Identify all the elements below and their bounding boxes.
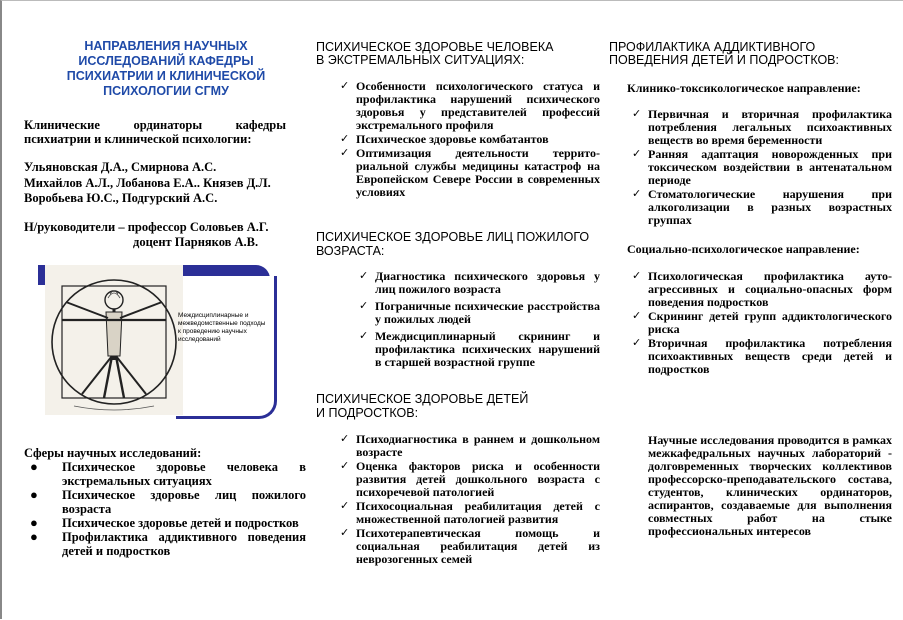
col3-title-line-2: ПОВЕДЕНИЯ ДЕТЕЙ И ПОДРОСТКОВ: (609, 53, 839, 67)
image-caption: Междисциплинарные и межведомственные подходы к проведению научных исследований (178, 312, 266, 343)
check-icon: ✓ (632, 108, 642, 120)
list-item: ✓ Пограничные психические расстройства у пожилых людей (359, 299, 600, 326)
list-item: ✓ Вторичная профилактика потребления психоактивных веществ среди детей и подростков (632, 336, 892, 376)
list-item: ✓ Ранняя адаптация новорожденных при токсическом воздействии в антенатальном периоде (632, 147, 892, 187)
section3-list (336, 433, 600, 567)
clinical-list (628, 108, 892, 228)
section2-list (355, 270, 600, 370)
residents-line-2: Михайлов А.Л., Лобанова Е.А.. Князев Д.Л. (24, 176, 271, 190)
section3-title-line-1: ПСИХИЧЕСКОЕ ЗДОРОВЬЕ ДЕТЕЙ (316, 392, 529, 406)
check-icon: ✓ (359, 300, 369, 312)
section2-title-line-2: ВОЗРАСТА: (316, 244, 385, 258)
list-item: ✓ Стоматологические нарушения при алкоголизации в разных возрастных группах (632, 187, 892, 227)
check-icon: ✓ (359, 330, 369, 342)
social-heading: Социально-психологическое направление: (627, 242, 860, 256)
bullet-icon: ● (30, 487, 38, 502)
section2-title-line-1: ПСИХИЧЕСКОЕ ЗДОРОВЬЕ ЛИЦ ПОЖИЛОГО (316, 230, 590, 244)
list-item: ● Психическое здоровье человека в экстремальных ситуациях (30, 459, 306, 488)
list-item: ✓ Психотерапевтическая помощь и социальная реабилитация детей из неврозогенных семей (340, 526, 600, 566)
list-item: ✓ Психическое здоровье комбатантов (340, 132, 549, 146)
list-item: ● Психическое здоровье детей и подростков (30, 515, 299, 530)
list-item: ✓ Скрининг детей групп аддиктологического риска (632, 309, 892, 336)
list-item: ✓ Диагностика психического здоровья у лиц пожилого возраста (359, 269, 600, 296)
clinical-heading: Клинико-токсикологическое направление: (627, 81, 861, 95)
check-icon: ✓ (632, 188, 642, 200)
check-icon: ✓ (340, 133, 350, 145)
check-icon: ✓ (340, 80, 350, 92)
check-icon: ✓ (632, 310, 642, 322)
list-item: ✓ Оценка факторов риска и особенности развития детей дошкольного возраста с психоречевой патологией (340, 459, 600, 499)
vitruvian-illustration (38, 262, 274, 424)
check-icon: ✓ (340, 147, 350, 159)
bullet-icon: ● (30, 459, 38, 474)
bullet-icon: ● (30, 515, 38, 530)
section1-title-line-2: В ЭКСТРЕМАЛЬНЫХ СИТУАЦИЯХ: (316, 53, 525, 67)
supervisors-line-2: доцент Парняков А.В. (133, 235, 259, 249)
list-item: ✓ Оптимизация деятельности террито-риальной службы медицины катастроф на Европейском Севере России в современных условиях (340, 146, 600, 199)
check-icon: ✓ (632, 270, 642, 282)
list-item: ✓ Первичная и вторичная профилактика потребления легальных психоактивных веществ во время беременности (632, 107, 892, 147)
residents-heading: Клинические ординаторы кафедры психиатрии и клинической психологии: (24, 118, 286, 146)
supervisors-line-1: Н/руководители – профессор Соловьев А.Г. (24, 220, 269, 234)
check-icon: ✓ (359, 270, 369, 282)
spheres-list (24, 460, 306, 558)
list-item: ✓ Междисциплинарный скрининг и профилактика психических нарушений в старшей возрастной группе (359, 329, 600, 369)
check-icon: ✓ (632, 148, 642, 160)
bullet-icon: ● (30, 529, 38, 544)
social-list (628, 270, 892, 377)
list-item: ✓ Психодиагностика в раннем и дошкольном возрасте (340, 432, 600, 459)
closing-paragraph: Научные исследования проводится в рамках межкафедральных научных лабораторий - долговременных творческих коллективов профессорско-преподавательского состава, студентов, клинических ординаторов, аспирантов, создаваемые для выполнения совместных работ на стыке профессиональных интересов (648, 433, 892, 538)
residents-line-1: Ульяновская Д.А., Смирнова А.С. (24, 160, 217, 174)
spheres-heading: Сферы научных исследований: (24, 446, 202, 460)
section3-title-line-2: И ПОДРОСТКОВ: (316, 406, 419, 420)
check-icon: ✓ (340, 527, 350, 539)
check-icon: ✓ (340, 433, 350, 445)
section1-list (336, 80, 600, 200)
list-item: ✓ Психосоциальная реабилитация детей с множественной патологией развития (340, 499, 600, 526)
section1-title-line-1: ПСИХИЧЕСКОЕ ЗДОРОВЬЕ ЧЕЛОВЕКА (316, 40, 554, 54)
main-title: НАПРАВЛЕНИЯ НАУЧНЫХ ИССЛЕДОВАНИЙ КАФЕДРЫ ПСИХИАТРИИ И КЛИНИЧЕСКОЙ ПСИХОЛОГИИ СГМУ (66, 39, 266, 98)
list-item: ✓ Особенности психологического статуса и профилактика нарушений психического здоровья у представителей профессий экстремального профиля (340, 79, 600, 132)
col3-title-line-1: ПРОФИЛАКТИКА АДДИКТИВНОГО (609, 40, 816, 54)
list-item: ● Профилактика аддиктивного поведения детей и подростков (30, 529, 306, 558)
list-item: ● Психическое здоровье лиц пожилого возраста (30, 487, 306, 516)
vitruvian-man-image (44, 264, 194, 424)
list-item: ✓ Психологическая профилактика ауто-агрессивных и социально-опасных форм поведения подростков (632, 269, 892, 309)
check-icon: ✓ (340, 460, 350, 472)
residents-line-3: Воробьева Ю.С., Подгурский А.С. (24, 191, 218, 205)
check-icon: ✓ (340, 500, 350, 512)
check-icon: ✓ (632, 337, 642, 349)
